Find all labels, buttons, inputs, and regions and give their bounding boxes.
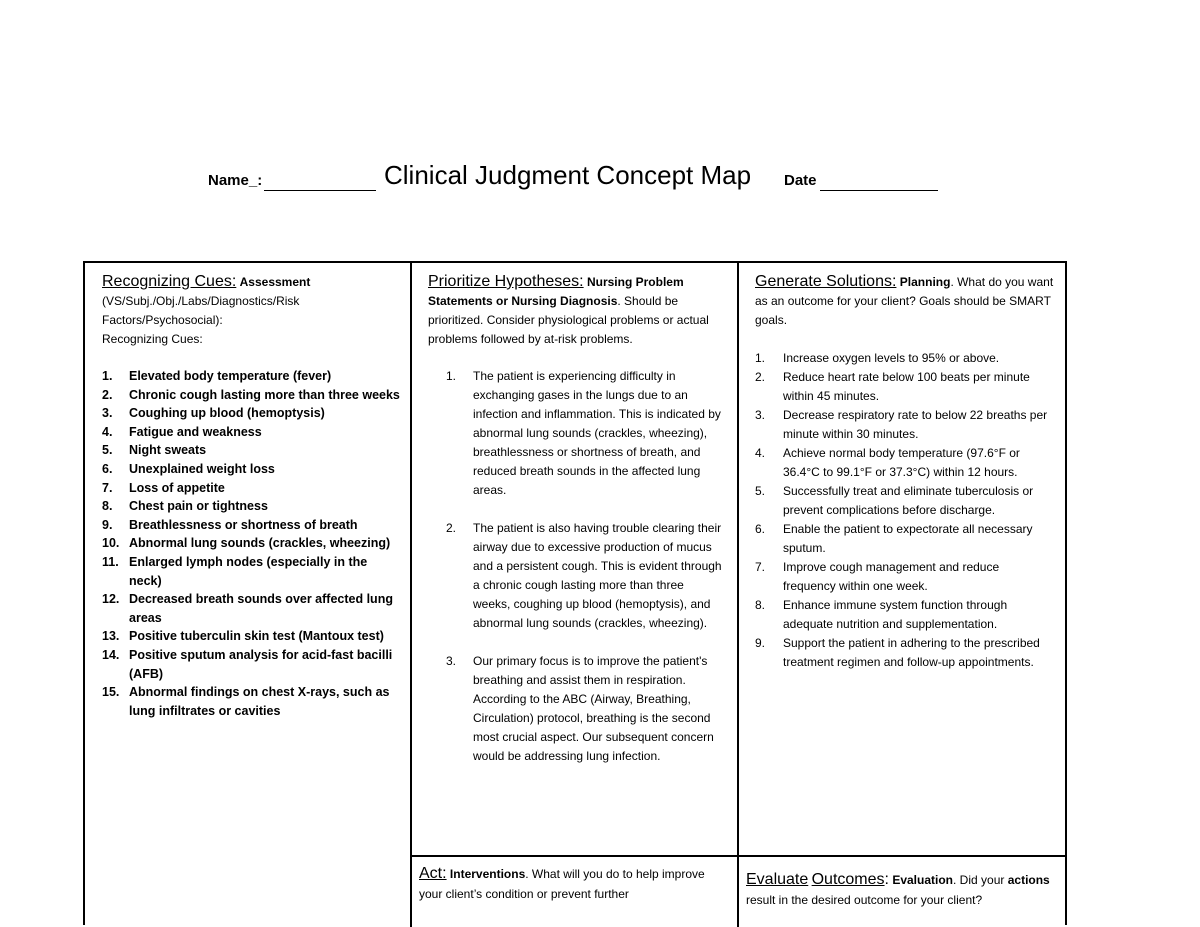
list-item: 2. The patient is also having trouble clearing their airway due to excessive production of mucus and a persistent cough. This is evident through a chronic cough lasting more than three weeks, coughing up blood (hemoptysis), and abnormal lung sounds (crackles, wheezing). [446,521,722,630]
section-detail-bold: actions [1007,873,1050,887]
prioritize-hypotheses-section [428,272,724,785]
cues-list [102,367,402,720]
list-item: 3. Coughing up blood (hemoptysis) [102,406,325,421]
section-title: Act: [419,865,447,882]
hypotheses-list [428,367,724,766]
list-item: 15. Abnormal findings on chest X-rays, such as lung infiltrates or cavities [102,685,390,718]
section-subtitle: Assessment [239,275,311,289]
column-divider [410,261,412,927]
list-item: 7. Improve cough management and reduce frequency within one week. [755,560,1000,593]
section-detail: result in the desired outcome for your client? [746,893,983,907]
section-subtitle: Evaluation [892,873,954,887]
section-title: Evaluate [746,871,809,888]
section-detail: . Should be prioritized. Consider physiological problems or actual problems followed by at-risk problems. [428,294,709,346]
section-detail: Factors/Psychosocial): [102,313,223,327]
section-detail: (VS/Subj./Obj./Labs/Diagnostics/Risk [102,294,300,308]
list-item: 11. Enlarged lymph nodes (especially in the neck) [102,554,368,588]
act-section [419,864,731,904]
section-title: Recognizing Cues: [102,273,237,290]
list-item: 4. Achieve normal body temperature (97.6°F or 36.4°C to 99.1°F or 37.3°C) within 12 hours. [755,446,1020,479]
list-item: 10. Abnormal lung sounds (crackles, wheezing) [102,536,391,551]
section-title: Prioritize Hypotheses: [428,273,584,290]
section-title: Outcomes [811,871,885,888]
list-item: 1. Increase oxygen levels to 95% or above. [755,351,1000,365]
list-item: 7. Loss of appetite [102,480,225,495]
date-blank-line [820,190,938,191]
name-label: Name_: [208,172,263,189]
list-item: 5. Night sweats [102,443,207,458]
list-item: 13. Positive tuberculin skin test (Mantoux test) [102,629,384,644]
list-item: 9. Support the patient in adhering to the prescribed treatment regimen and follow-up appointments. [755,636,1040,669]
generate-solutions-section [755,272,1055,672]
solutions-list [755,349,1055,672]
list-item: 3. Our primary focus is to improve the patient's breathing and assist them in respiration. According to the ABC (Airway, Breathing, Circulation) protocol, breathing is the second most crucial aspect. Our subsequent concern would be addressing lung infection. [446,654,714,763]
date-label: Date [784,172,817,189]
list-item: 8. Enhance immune system function through adequate nutrition and supplementation. [755,598,1008,631]
list-item: 3. Decrease respiratory rate to below 22 breaths per minute within 30 minutes. [755,408,1048,441]
list-item: 14. Positive sputum analysis for acid-fast bacilli (AFB) [102,647,393,681]
section-detail: . Did your [953,873,1005,887]
section-subtitle: Planning [899,275,951,289]
list-item: 5. Successfully treat and eliminate tuberculosis or prevent complications before discharge. [755,484,1034,517]
evaluate-outcomes-section [746,870,1058,910]
section-title-colon: : [884,871,889,888]
list-item: 4. Fatigue and weakness [102,424,262,439]
section-subtitle: Nursing Problem Statements or Nursing Diagnosis [428,275,684,308]
section-subtitle: Interventions [449,867,526,881]
list-item: 6. Unexplained weight loss [102,461,275,476]
name-blank-line [264,190,376,191]
header [0,160,1200,200]
page-title: Clinical Judgment Concept Map [384,160,752,190]
list-item: 8. Chest pain or tightness [102,499,268,514]
column-divider [737,261,739,927]
recognizing-cues-section [102,272,402,720]
row-divider [410,855,1067,857]
list-item: 2. Reduce heart rate below 100 beats per minute within 45 minutes. [755,370,1030,403]
list-item: 1. Elevated body temperature (fever) [102,369,332,383]
list-item: 1. The patient is experiencing difficulty in exchanging gases in the lungs due to an infection and inflammation. This is indicated by abnormal lung sounds (crackles, wheezing), breathlessness or shortness of breath, and reduced breath sounds in the affected lung areas. [446,369,721,497]
list-item: 12. Decreased breath sounds over affected lung areas [102,592,393,625]
section-detail: . What do you want as an outcome for your client? Goals should be SMART goals. [755,275,1054,327]
section-detail: Recognizing Cues: [102,332,203,346]
section-detail: . What will you do to help improve your client’s condition or prevent further [419,867,705,901]
list-item: 9. Breathlessness or shortness of breath [102,517,358,532]
list-item: 6. Enable the patient to expectorate all necessary sputum. [755,522,1033,555]
section-title: Generate Solutions: [755,273,897,290]
list-item: 2. Chronic cough lasting more than three weeks [102,387,400,402]
